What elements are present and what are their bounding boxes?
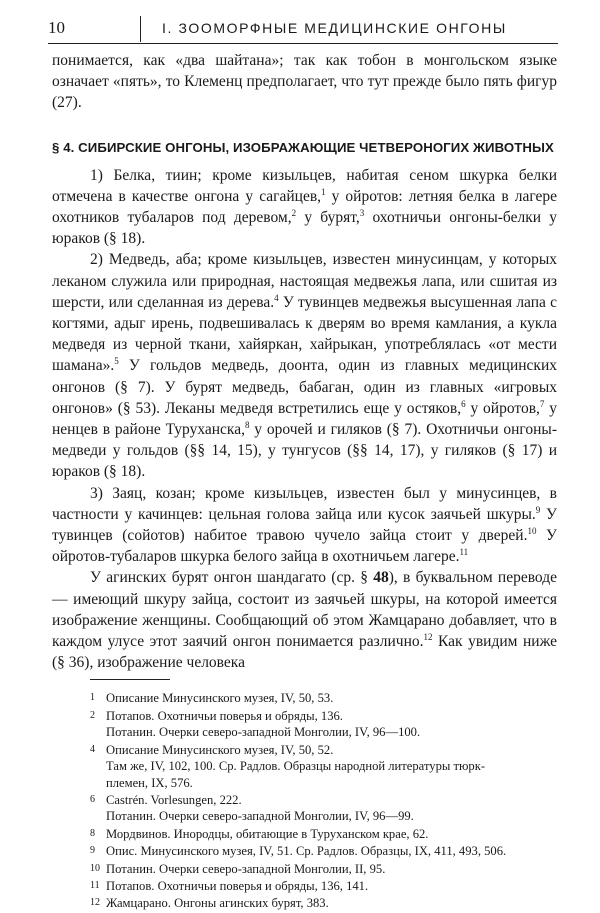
footnote-text: Потанин. Очерки северо-западной Монголии, IV, 96—99. [106, 809, 414, 824]
footnote-ref: 5 [114, 356, 119, 367]
footnote-ref: 1 [321, 186, 326, 197]
footnote [90, 809, 557, 824]
footnote-rule [90, 679, 170, 680]
footnote-ref: 6 [461, 398, 466, 409]
footnote [90, 776, 557, 791]
footnote-text: Мордвинов. Инородцы, обитающие в Туруханском крае, 62. [106, 826, 429, 841]
footnote-text: Потапов. Охотничьи поверья и обряды, 136, 141. [106, 878, 369, 893]
footnote-ref: 7 [539, 398, 545, 409]
footnote-number: 12 [90, 897, 100, 909]
footnote [90, 759, 557, 774]
page-body [52, 50, 557, 913]
footnote-number: 6 [90, 793, 95, 805]
paragraph-squirrel: 1) Белка, тиин; кроме кизыльцев, набитая сеном шкурка белки отмечена в качестве онгона у сагайцев,$^1$ у ойротов: летняя белка в лагере охотников тубаларов под деревом,$^2$ у бурят,$^3$ охотничьи онгоны-белки у юраков (§ 18). [52, 166, 557, 248]
paragraph-hare: 3) Заяц, козан; кроме кизыльцев, известен был у минусинцев, в частности у качинцев: цельная голова зайца или кусок заячьей шкуры.$^9$ У тувинцев (сойотов) набитое травою чучело зайца стоит у дверей.$^{10}$ У ойротов-тубаларов шкурка белого зайца в охотничьем лагере.$^{11}$ [52, 484, 557, 566]
footnote-ref: 8 [244, 419, 250, 430]
footnote [90, 792, 557, 808]
section-heading: § 4. СИБИРСКИЕ ОНГОНЫ, ИЗОБРАЖАЮЩИЕ ЧЕТВЕРОНОГИХ ЖИВОТНЫХ [52, 139, 554, 155]
page-number: 10 [48, 18, 65, 37]
footnote-text: Castrén. Vorlesungen, 222. [106, 792, 242, 807]
footnote-text: племен, IX, 576. [106, 775, 193, 790]
footnote-ref: 9 [535, 504, 541, 515]
footnote-ref: 3 [359, 207, 365, 218]
intro-paragraph: понимается, как «два шайтана»; так как тобон в монгольском языке означает «пять», то Клеменц предполагает, что тут прежде было пять фигур (27). [52, 52, 557, 112]
footnote [90, 878, 557, 894]
footnote-ref: 4 [274, 292, 279, 303]
footnote-number: 8 [90, 827, 95, 839]
section-ref-bold: 48 [373, 569, 389, 587]
footnote-text: Там же, IV, 102, 100. Ср. Радлов. Образцы народной литературы тюрк- [106, 759, 486, 774]
footnote [90, 708, 557, 724]
footnote [90, 690, 557, 706]
header-rule [48, 43, 558, 44]
footnote-ref: 12 [423, 631, 433, 642]
footnote [90, 725, 557, 740]
paragraph-bear: 2) Медведь, аба; кроме кизыльцев, известен минусинцам, у которых леканом служила или природная, настоящая медвежья лапа, или сшитая из шерсти, или сделанная из дерева.$^4$ У тувинцев медвежья высушенная лапа с когтями, адыг ирень, подвешивалась к дверям во время камлания, а кукла медведя из черной ткани, хайяркан, хайрыкан, употреблялась «от мести шамана».$^5$ У гольдов медведь, доонта, один из главных медицинских онгонов (§ 7). У бурят медведь, бабаган, один из главных «игровых онгонов» (§ 53). Леканы медведя встретились еще у остяков,$^6$ у ойротов,$^7$ у ненцев в районе Туруханска,$^8$ у орочей и гиляков (§ 7). Охотничьи онгоны-медведи у гольдов (§§ 14, 15), у тунгусов (§§ 14, 17), у гиляков (§ 17) и юраков (§ 18). [52, 251, 557, 481]
footnote-number: 9 [90, 845, 95, 857]
footnote-text: Жамцарано. Онгоны агинских бурят, 383. [106, 896, 329, 911]
footnote-number: 2 [90, 709, 95, 721]
footnote-ref: 10 [527, 525, 537, 536]
footnote-ref: 2 [291, 207, 297, 218]
footnote-text: Потанин. Очерки северо-западной Монголии, II, 95. [106, 861, 386, 876]
header-divider [140, 16, 141, 42]
paragraph-aginsk: У агинских бурят онгон шандагато (ср. § 48), в буквальном переводе — имеющий шкуру зайца, состоит из заячьей шкуры, на которой имеется изображение женщины. Сообщающий об этом Жамцарано добавляет, что в каждом улусе этот заячий онгон понимается различно.$^{12}$ Как увидим ниже (§ 36), изображение человека [52, 569, 557, 672]
footnote-number: 1 [90, 692, 95, 704]
footnote-number: 10 [90, 862, 100, 874]
footnotes [52, 690, 557, 911]
running-header [48, 14, 558, 40]
footnote-ref: 11 [459, 547, 469, 558]
footnote-text: Описание Минусинского музея, IV, 50, 53. [106, 691, 334, 706]
footnote [90, 742, 557, 758]
running-title: I. ЗООМОРФНЫЕ МЕДИЦИНСКИЕ ОНГОНЫ [162, 20, 507, 36]
footnote-text: Описание Минусинского музея, IV, 50, 52. [106, 742, 334, 757]
footnote [90, 826, 557, 842]
footnote-number: 4 [90, 743, 95, 755]
footnote-number: 11 [90, 879, 100, 891]
footnote-text: Опис. Минусинского музея, IV, 51. Ср. Радлов. Образцы, IX, 411, 493, 506. [106, 844, 507, 859]
footnote [90, 861, 557, 877]
footnote-text: Потапов. Охотничьи поверья и обряды, 136. [106, 708, 343, 723]
footnote-text: Потанин. Очерки северо-западной Монголии, IV, 96—100. [106, 725, 421, 740]
footnote [90, 895, 557, 911]
footnote [90, 843, 557, 859]
